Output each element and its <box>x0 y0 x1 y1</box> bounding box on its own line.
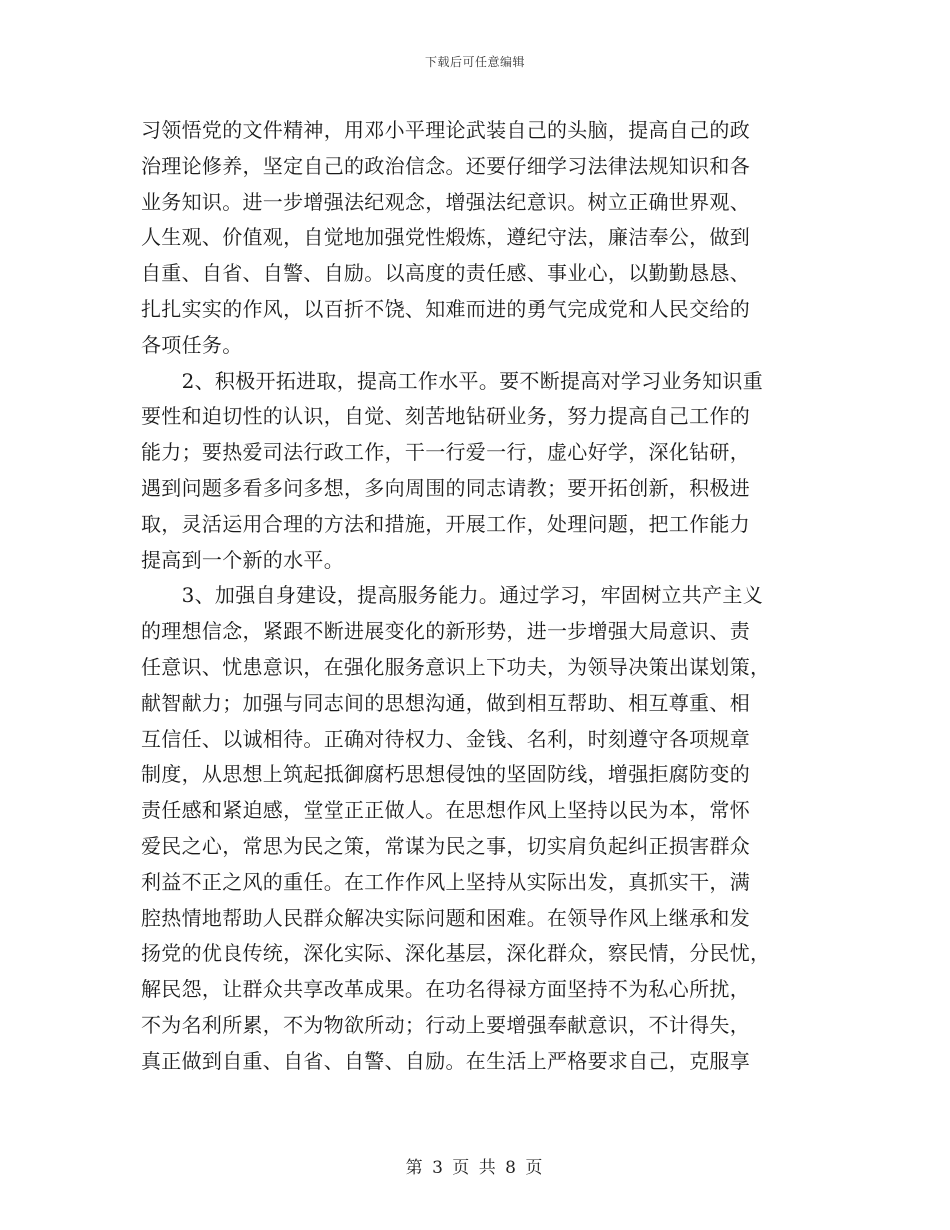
text-line: 爱民之心，常思为民之策，常谋为民之事，切实肩负起纠正损害群众 <box>141 833 750 858</box>
text-line: 的理想信念，紧跟不断进展变化的新形势，进一步增强大局意识、责 <box>141 619 750 644</box>
text-line: 人生观、价值观，自觉地加强党性煅炼，遵纪守法，廉洁奉公，做到 <box>141 225 750 250</box>
text-line: 责任感和紧迫感，堂堂正正做人。在思想作风上坚持以民为本，常怀 <box>141 798 750 823</box>
text-line: 3、加强自身建设，提高服务能力。通过学习，牢固树立共产主义 <box>141 583 764 608</box>
text-line: 提高到一个新的水平。 <box>141 547 344 572</box>
text-line: 取，灵活运用合理的方法和措施，开展工作，处理问题，把工作能力 <box>141 511 750 536</box>
text-line: 能力；要热爱司法行政工作，干一行爱一行，虚心好学，深化钻研， <box>141 440 750 465</box>
text-line: 业务知识。进一步增强法纪观念，增强法纪意识。树立正确世界观、 <box>141 189 750 214</box>
page-number-footer: 第 3 页 共 8 页 <box>405 1158 545 1178</box>
text-line: 各项任务。 <box>141 332 243 357</box>
text-line: 腔热情地帮助人民群众解决实际问题和困难。在领导作风上继承和发 <box>141 905 750 930</box>
text-line: 利益不正之风的重任。在工作作风上坚持从实际出发，真抓实干，满 <box>141 869 750 894</box>
text-line: 献智献力；加强与同志间的思想沟通，做到相互帮助、相互尊重、相 <box>141 690 750 715</box>
text-line: 习领悟党的文件精神，用邓小平理论武装自己的头脑，提高自己的政 <box>141 118 750 142</box>
text-line: 解民怨，让群众共享改革成果。在功名得禄方面坚持不为私心所扰， <box>141 977 750 1002</box>
text-line: 不为名利所累，不为物欲所动；行动上要增强奉献意识，不计得失， <box>141 1012 750 1037</box>
text-line: 扬党的优良传统，深化实际、深化基层，深化群众，察民情，分民忧， <box>141 941 771 966</box>
text-line: 互信任、以诚相待。正确对待权力、金钱、名利，时刻遵守各项规章 <box>141 726 750 751</box>
text-line: 任意识、忧患意识，在强化服务意识上下功夫，为领导决策出谋划策， <box>141 654 771 679</box>
page-header-note: 下载后可任意编辑 <box>424 55 525 69</box>
text-line: 真正做到自重、自省、自警、自励。在生活上严格要求自己，克服享 <box>141 1048 750 1073</box>
text-line: 要性和迫切性的认识，自觉、刻苦地钻研业务，努力提高自己工作的 <box>141 404 750 429</box>
text-line: 自重、自省、自警、自励。以高度的责任感、事业心，以勤勤恳恳、 <box>141 261 750 286</box>
text-line: 遇到问题多看多问多想，多向周围的同志请教；要开拓创新，积极进 <box>141 475 750 500</box>
document-body <box>141 113 809 1080</box>
text-line: 治理论修养，坚定自己的政治信念。还要仔细学习法律法规知识和各 <box>141 153 750 178</box>
text-line: 扎扎实实的作风，以百折不饶、知难而进的勇气完成党和人民交给的 <box>141 296 750 321</box>
text-line: 2、积极开拓进取，提高工作水平。要不断提高对学习业务知识重 <box>141 368 764 393</box>
text-line: 制度，从思想上筑起抵御腐朽思想侵蚀的坚固防线，增强拒腐防变的 <box>141 762 750 787</box>
